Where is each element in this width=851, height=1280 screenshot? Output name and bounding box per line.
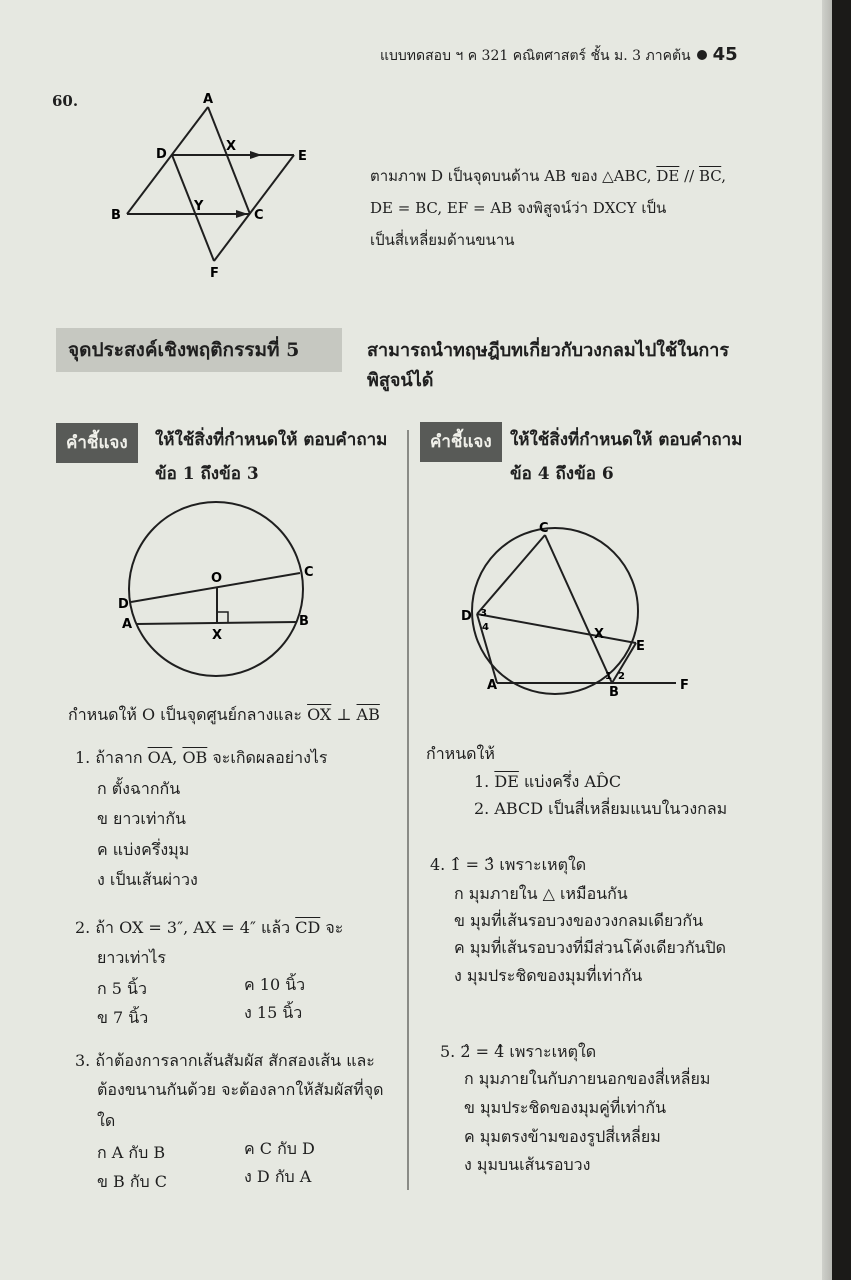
figure-cyclic-quadrilateral bbox=[455, 515, 705, 700]
label-b: B bbox=[299, 614, 309, 629]
seg-ac bbox=[208, 107, 250, 214]
label-x: X bbox=[594, 627, 605, 642]
label-f: F bbox=[680, 678, 689, 693]
label-b: B bbox=[609, 685, 619, 700]
q3-stem-line3: ใด bbox=[97, 1111, 116, 1130]
page-edge bbox=[822, 0, 832, 1280]
q5-stem: 5. 2̂ = 4̂ เพราะเหตุใด bbox=[440, 1042, 597, 1061]
q3-stem-line2: ต้องขนานกันด้วย จะต้องลากให้สัมผัสที่จุด bbox=[97, 1080, 384, 1099]
label-angle-3: 3 bbox=[480, 608, 487, 619]
q60-seg-bc: $\overline{BC}$ bbox=[698, 167, 722, 185]
seg-df bbox=[172, 155, 214, 261]
right-instruction-line2: ข้อ 4 ถึงข้อ 6 bbox=[510, 464, 614, 484]
q2-stem: 2. ถ้า OX = 3″, AX = 4″ แล้ว $\overline{CD}$ จะ bbox=[75, 918, 344, 937]
seg-cb bbox=[545, 535, 612, 683]
label-e: E bbox=[298, 149, 307, 164]
right-instruction-line1: ให้ใช้สิ่งที่กำหนดให้ ตอบคำถาม bbox=[510, 430, 743, 450]
q1-option-d: ง เป็นเส้นผ่าวง bbox=[97, 870, 198, 889]
q5-option-a: ก มุมภายในกับภายนอกของสี่เหลี่ยม bbox=[464, 1069, 711, 1088]
q60-parallel: // bbox=[679, 167, 699, 185]
label-angle-1: 1 bbox=[605, 671, 612, 682]
seg-de bbox=[477, 614, 636, 643]
given-seg-ab: $\overline{AB}$ bbox=[356, 705, 380, 724]
label-b: B bbox=[111, 208, 121, 223]
label-a: A bbox=[487, 678, 498, 693]
left-instruction-line2: ข้อ 1 ถึงข้อ 3 bbox=[155, 464, 259, 484]
seg-cd bbox=[477, 535, 545, 614]
q60-line3: เป็นสี่เหลี่ยมด้านขนาน bbox=[370, 231, 515, 249]
column-divider bbox=[407, 430, 409, 1190]
label-c: C bbox=[254, 208, 264, 223]
label-d: D bbox=[156, 147, 167, 162]
label-x: X bbox=[226, 139, 237, 154]
objective-text: สามารถนำทฤษฎีบทเกี่ยวกับวงกลมไปใช้ในการพิสูจน์ได้ bbox=[367, 340, 730, 391]
q5-option-c: ค มุมตรงข้ามของรูปสี่เหลี่ยม bbox=[464, 1127, 661, 1146]
q4-option-b: ข มุมที่เส้นรอบวงของวงกลมเดียวกัน bbox=[454, 911, 704, 930]
label-y: Y bbox=[194, 199, 204, 214]
right-given-1: 1. $\overline{DE}$ แบ่งครึ่ง AD̂C bbox=[474, 772, 622, 791]
header-title: แบบทดสอบ ฯ ค 321 คณิตศาสตร์ ชั้น ม. 3 ภาคต้น bbox=[380, 48, 691, 64]
q2-stem-line2: ยาวเท่าไร bbox=[97, 948, 166, 967]
q60-comma: , bbox=[721, 167, 727, 185]
q2-option-c: ค 10 นิ้ว bbox=[244, 975, 306, 994]
page-header bbox=[380, 44, 740, 67]
q60-line2: DE = BC, EF = AB จงพิสูจน์ว่า DXCY เป็น bbox=[370, 199, 667, 217]
q1-option-c: ค แบ่งครึ่งมุม bbox=[97, 840, 190, 859]
q2-option-d: ง 15 นิ้ว bbox=[244, 1003, 303, 1022]
right-given-2: 2. ABCD เป็นสี่เหลี่ยมแนบในวงกลม bbox=[474, 799, 728, 818]
left-given: กำหนดให้ O เป็นจุดศูนย์กลางและ $\overline{OX}$ ⊥ $\overline{AB}$ bbox=[68, 705, 380, 724]
q4-option-d: ง มุมประชิดของมุมที่เท่ากัน bbox=[454, 966, 643, 985]
right-angle-icon bbox=[217, 612, 228, 623]
figure-circle-chords bbox=[110, 495, 320, 685]
q2-option-a: ก 5 นิ้ว bbox=[97, 979, 147, 998]
left-instruction-line1: ให้ใช้สิ่งที่กำหนดให้ ตอบคำถาม bbox=[155, 430, 388, 450]
circle bbox=[472, 528, 638, 694]
label-f: F bbox=[210, 266, 219, 281]
label-e: E bbox=[636, 639, 645, 654]
question-60-number: 60. bbox=[52, 92, 79, 110]
q5-option-b: ข มุมประชิดของมุมคู่ที่เท่ากัน bbox=[464, 1098, 667, 1117]
q4-option-c: ค มุมที่เส้นรอบวงที่มีส่วนโค้งเดียวกันปิด bbox=[454, 938, 727, 957]
label-a: A bbox=[122, 617, 133, 632]
objective-title: จุดประสงค์เชิงพฤติกรรมที่ 5 bbox=[56, 328, 342, 372]
q3-option-d: ง D กับ A bbox=[244, 1167, 312, 1186]
label-angle-4: 4 bbox=[482, 622, 489, 633]
q3-option-c: ค C กับ D bbox=[244, 1139, 315, 1158]
q2-option-b: ข 7 นิ้ว bbox=[97, 1008, 149, 1027]
question-60-text bbox=[370, 160, 750, 256]
q4-stem: 4. 1̂ = 3̂ เพราะเหตุใด bbox=[430, 855, 587, 874]
label-angle-2: 2 bbox=[618, 671, 625, 682]
q1-option-a: ก ตั้งฉากกัน bbox=[97, 779, 181, 798]
q60-seg-de: $\overline{DE}$ bbox=[656, 167, 680, 185]
q3-option-b: ข B กับ C bbox=[97, 1172, 168, 1191]
given-seg-ox: $\overline{OX}$ bbox=[307, 705, 332, 724]
arrow-de-icon bbox=[250, 151, 262, 159]
label-o: O bbox=[211, 571, 223, 586]
seg-ab bbox=[127, 107, 208, 214]
page-number: 45 bbox=[712, 44, 738, 65]
bullet-icon bbox=[697, 50, 707, 60]
label-x: X bbox=[212, 628, 223, 643]
q3-stem-line1: 3. ถ้าต้องการลากเส้นสัมผัส สักสองเส้น และ bbox=[75, 1051, 375, 1070]
q60-line1: ตามภาพ D เป็นจุดบนด้าน AB ของ △ABC, bbox=[370, 167, 657, 185]
label-a: A bbox=[203, 92, 214, 107]
q1-stem: 1. ถ้าลาก $\overline{OA}$, $\overline{OB}$ จะเกิดผลอย่างไร bbox=[75, 748, 328, 767]
q4-option-a: ก มุมภายใน △ เหมือนกัน bbox=[454, 884, 628, 903]
label-d: D bbox=[118, 597, 129, 612]
label-d: D bbox=[461, 609, 472, 624]
label-c: C bbox=[539, 521, 549, 536]
q1-option-b: ข ยาวเท่ากัน bbox=[97, 809, 186, 828]
label-c: C bbox=[304, 565, 314, 580]
q3-option-a: ก A กับ B bbox=[97, 1143, 166, 1162]
right-instruction-tag: คำชี้แจง bbox=[420, 422, 502, 462]
right-given-title: กำหนดให้ bbox=[426, 744, 495, 763]
q5-option-d: ง มุมบนเส้นรอบวง bbox=[464, 1155, 591, 1174]
figure-parallelogram-triangle bbox=[100, 88, 320, 288]
left-instruction-tag: คำชี้แจง bbox=[56, 423, 138, 463]
